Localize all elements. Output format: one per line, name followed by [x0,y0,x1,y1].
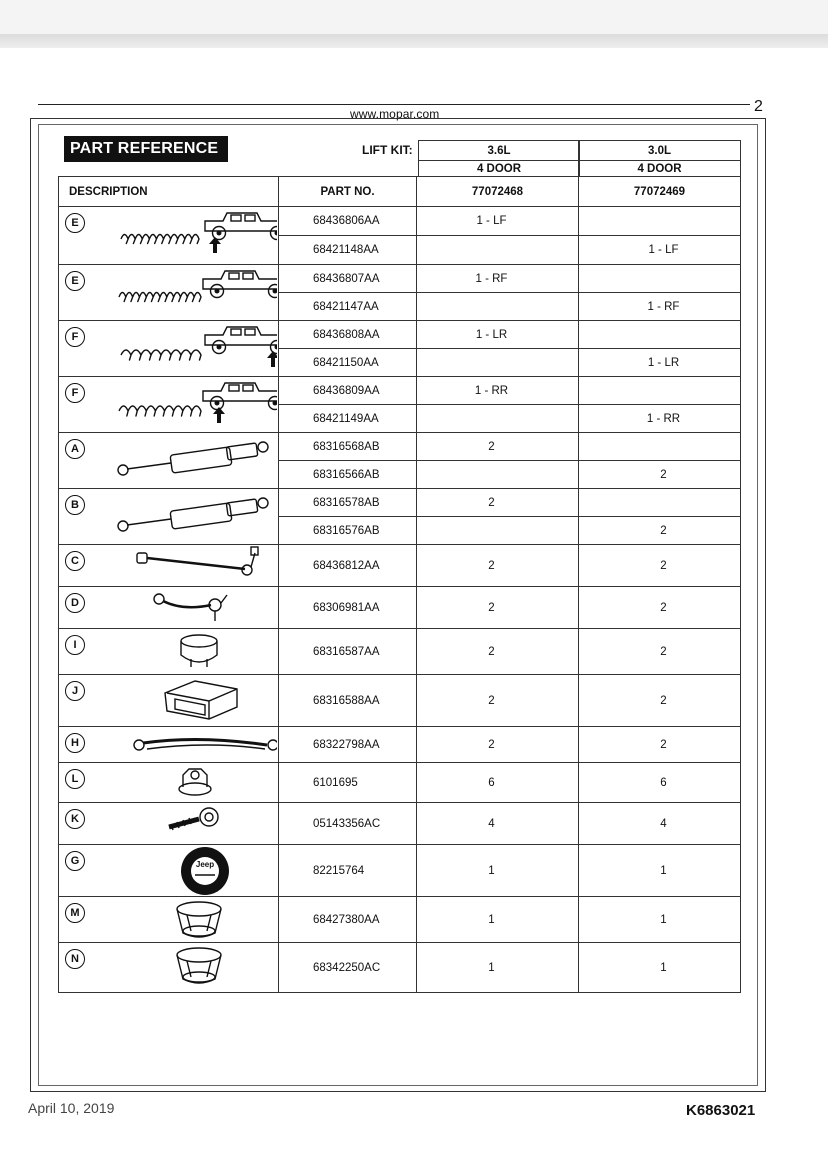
kit-a-qty: 1 [417,943,579,993]
table-row [59,587,741,629]
coil-spring-rf-icon [87,265,277,321]
kit-a-qty [417,461,579,489]
kit-b-qty: 1 - RR [579,405,741,433]
description-header: DESCRIPTION [59,177,279,207]
jeep-badge-icon [87,845,277,897]
table-row [59,675,741,727]
part-number: 68322798AA [279,727,417,763]
description-cell [59,897,279,943]
bump-stop-icon [87,629,277,675]
callout-letter: N [65,949,85,969]
description-cell [59,629,279,675]
kit-b-qty: 1 [579,845,741,897]
kit-b-qty: 2 [579,587,741,629]
callout-letter: F [65,327,85,347]
kit-b-qty: 2 [579,517,741,545]
callout-letter: B [65,495,85,515]
part-number: 68316578AB [279,489,417,517]
table-row [59,943,741,993]
kit-b-qty: 6 [579,763,741,803]
kit-a-qty: 2 [417,433,579,461]
hose-clamp-icon [87,897,277,943]
kit-a-qty: 2 [417,545,579,587]
part-reference-table [58,176,741,993]
document-number: K6863021 [686,1102,756,1119]
kit-a-qty [417,349,579,377]
table-row [59,265,741,293]
part-number: 68427380AA [279,897,417,943]
kit-a-qty: 6 [417,763,579,803]
kit-b-qty: 1 [579,897,741,943]
kit-a-qty: 2 [417,675,579,727]
svg-text:Jeep: Jeep [195,860,215,869]
description-cell [59,763,279,803]
spacer-block-icon [87,675,277,727]
coil-spring-lf-icon [87,207,277,265]
table-row [59,207,741,236]
description-cell [59,433,279,489]
description-cell [59,845,279,897]
part-number: 68316566AB [279,461,417,489]
sway-bar-link-short-icon [87,587,277,629]
viewer-top-bar [0,0,828,36]
callout-letter: G [65,851,85,871]
part-number: 68316576AB [279,517,417,545]
kit-a-qty: 2 [417,489,579,517]
table-row [59,803,741,845]
part-number: 05143356AC [279,803,417,845]
part-number: 82215764 [279,845,417,897]
part-number: 68436812AA [279,545,417,587]
callout-letter: F [65,383,85,403]
kit-b-qty: 2 [579,727,741,763]
kit-b-number: 77072469 [579,177,741,207]
kit-a-qty: 1 - LR [417,321,579,349]
kit-b-qty: 1 - LF [579,236,741,265]
description-cell [59,587,279,629]
kit-b-engine: 3.0L [578,140,741,161]
callout-letter: M [65,903,85,923]
kit-a-qty: 1 - LF [417,207,579,236]
part-number: 68436806AA [279,207,417,236]
part-number: 68421147AA [279,293,417,321]
shock-absorber-icon [87,433,277,488]
table-row [59,377,741,405]
kit-a-qty: 1 - RF [417,265,579,293]
kit-b-qty [579,265,741,293]
description-cell [59,545,279,587]
callout-letter: A [65,439,85,459]
kit-a-qty: 1 [417,845,579,897]
table-row [59,545,741,587]
part-number: 68421150AA [279,349,417,377]
table-row [59,629,741,675]
part-number: 68421149AA [279,405,417,433]
part-number: 68316587AA [279,629,417,675]
description-cell [59,675,279,727]
kit-a-engine: 3.6L [418,140,580,161]
flange-nut-icon [87,763,277,803]
kit-b-qty: 2 [579,461,741,489]
description-cell [59,727,279,763]
kit-b-qty: 4 [579,803,741,845]
page-number: 2 [754,98,763,115]
sway-bar-link-icon [87,545,277,587]
kit-a-qty: 4 [417,803,579,845]
description-cell [59,377,279,433]
description-cell [59,489,279,545]
kit-a-qty [417,405,579,433]
kit-a-qty: 2 [417,587,579,629]
table-row [59,727,741,763]
table-row [59,763,741,803]
kit-a-number: 77072468 [417,177,579,207]
kit-b-qty [579,433,741,461]
part-number: 68436809AA [279,377,417,405]
callout-letter: J [65,681,85,701]
callout-letter: E [65,213,85,233]
table-row [59,489,741,517]
part-number: 68436808AA [279,321,417,349]
part-number: 68436807AA [279,265,417,293]
kit-b-qty [579,207,741,236]
table-row [59,321,741,349]
kit-a-qty [417,517,579,545]
part-number: 68316588AA [279,675,417,727]
callout-letter: D [65,593,85,613]
description-cell [59,803,279,845]
coil-spring-rr-icon [87,377,277,433]
kit-b-qty: 1 - RF [579,293,741,321]
kit-b-qty: 2 [579,629,741,675]
document-date: April 10, 2019 [28,1100,115,1116]
hose-clamp-icon [87,943,277,992]
description-cell [59,943,279,993]
callout-letter: K [65,809,85,829]
description-cell [59,207,279,265]
kit-b-doors: 4 DOOR [578,160,741,177]
kit-b-qty [579,489,741,517]
kit-b-qty: 1 [579,943,741,993]
table-row [59,897,741,943]
part-number: 6101695 [279,763,417,803]
lift-kit-label: LIFT KIT: [362,143,413,157]
bolt-icon [87,803,277,845]
part-number: 68342250AC [279,943,417,993]
part-number: 68306981AA [279,587,417,629]
description-cell [59,321,279,377]
part-number: 68421148AA [279,236,417,265]
kit-b-qty [579,321,741,349]
part-number: 68316568AB [279,433,417,461]
callout-letter: C [65,551,85,571]
section-title: PART REFERENCE [64,136,228,162]
kit-a-qty: 1 [417,897,579,943]
kit-a-qty: 2 [417,629,579,675]
header-rule [38,104,750,105]
kit-a-qty: 1 - RR [417,377,579,405]
kit-a-qty: 2 [417,727,579,763]
table-row [59,433,741,461]
control-arm-icon [87,727,277,762]
part-no-header: PART NO. [279,177,417,207]
table-row [59,845,741,897]
viewer-top-divider [0,34,828,48]
kit-b-qty: 1 - LR [579,349,741,377]
callout-letter: H [65,733,85,753]
shock-absorber-icon [87,489,277,544]
coil-spring-lr-icon [87,321,277,377]
kit-a-qty [417,293,579,321]
kit-b-qty: 2 [579,545,741,587]
callout-letter: I [65,635,85,655]
kit-b-qty: 2 [579,675,741,727]
callout-letter: L [65,769,85,789]
kit-a-qty [417,236,579,265]
kit-b-qty [579,377,741,405]
website-url: www.mopar.com [350,107,440,121]
callout-letter: E [65,271,85,291]
kit-a-doors: 4 DOOR [418,160,580,177]
description-cell [59,265,279,321]
